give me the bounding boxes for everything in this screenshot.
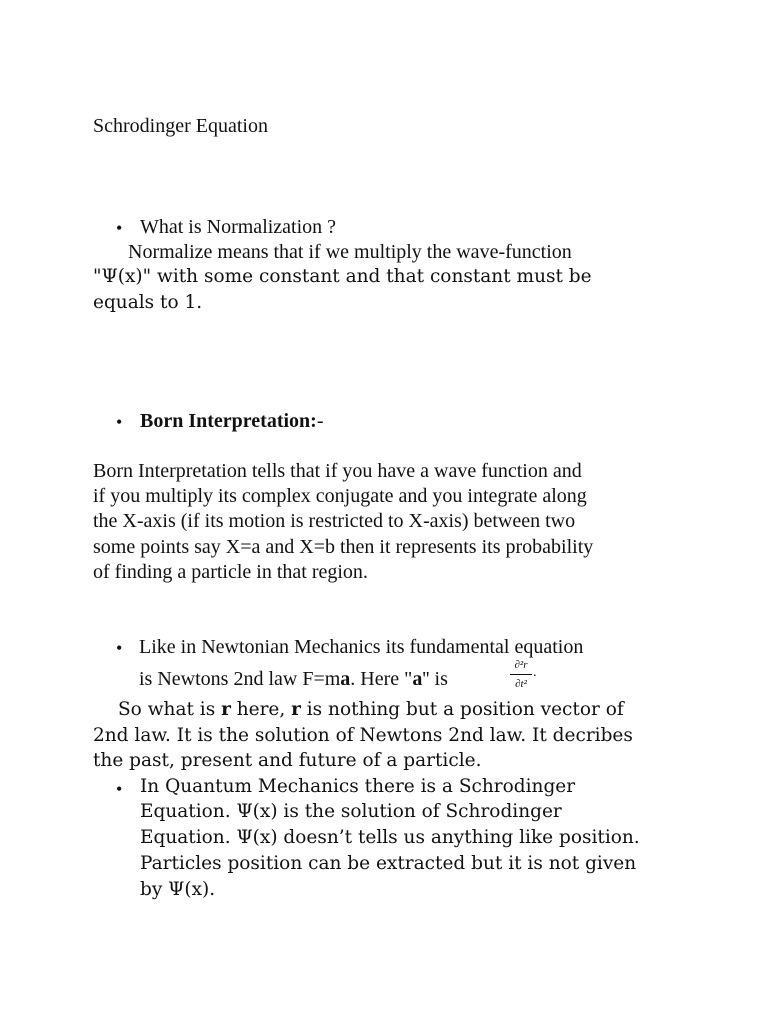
normalization-heading: What is Normalization ? — [140, 216, 337, 238]
born-line-1: Born Interpretation tells that if you have a wave function and — [93, 460, 582, 482]
position-line-1-post: is nothing but a position vector of — [300, 699, 624, 720]
fraction-numerator: ∂²r — [514, 659, 528, 671]
bullet-normalization: • — [116, 218, 123, 238]
normalization-line-1: Normalize means that if we multiply the wave-function — [128, 241, 572, 263]
born-line-5: of finding a particle in that region. — [93, 561, 368, 583]
newton-line-2-mid: . Here " — [350, 668, 413, 690]
quantum-line-5: by Ψ(x). — [140, 879, 216, 900]
normalization-line-2: "Ψ(x)" with some constant and that constant must be — [93, 266, 592, 287]
fraction-period: . — [533, 665, 537, 680]
bullet-quantum: • — [116, 779, 123, 799]
born-heading-label: Born Interpretation: — [140, 410, 317, 432]
position-line-2: 2nd law. It is the solution of Newtons 2nd law. It decribes — [93, 725, 633, 746]
normalization-line-3: equals to 1. — [93, 292, 203, 313]
born-line-4: some points say X=a and X=b then it represents its probability — [93, 536, 594, 558]
newton-line-1: Like in Newtonian Mechanics its fundamental equation — [139, 636, 584, 658]
fraction-denominator: ∂t² — [515, 678, 527, 690]
position-r-1: r — [221, 699, 231, 720]
born-line-2: if you multiply its complex conjugate and you integrate along — [93, 485, 587, 507]
position-line-1 — [118, 701, 624, 720]
bullet-newton: • — [116, 638, 123, 658]
newton-quoted-a: a — [412, 668, 423, 690]
newton-line-2 — [139, 669, 448, 689]
quantum-line-3: Equation. Ψ(x) doesn’t tells us anything like position. — [140, 827, 640, 848]
quantum-line-2: Equation. Ψ(x) is the solution of Schrodinger — [140, 801, 562, 822]
born-heading — [140, 411, 324, 431]
fraction-bar — [510, 674, 532, 675]
newton-line-2-post: '' is — [422, 668, 448, 690]
position-line-3: the past, present and future of a particle. — [93, 750, 482, 771]
position-line-1-pre: So what is — [118, 699, 222, 720]
bullet-born: • — [116, 412, 123, 432]
quantum-line-4: Particles position can be extracted but it is not given — [140, 853, 637, 874]
born-heading-suffix: - — [316, 410, 324, 432]
quantum-line-1: In Quantum Mechanics there is a Schrodinger — [140, 776, 576, 797]
born-line-3: the X-axis (if its motion is restricted to X-axis) between two — [93, 510, 576, 532]
position-line-1-mid: here, — [230, 699, 292, 720]
position-r-2: r — [291, 699, 301, 720]
newton-bold-a: a — [340, 668, 351, 690]
newton-line-2-pre: is Newtons 2nd law F=m — [139, 668, 341, 690]
page-title: Schrodinger Equation — [93, 115, 268, 137]
